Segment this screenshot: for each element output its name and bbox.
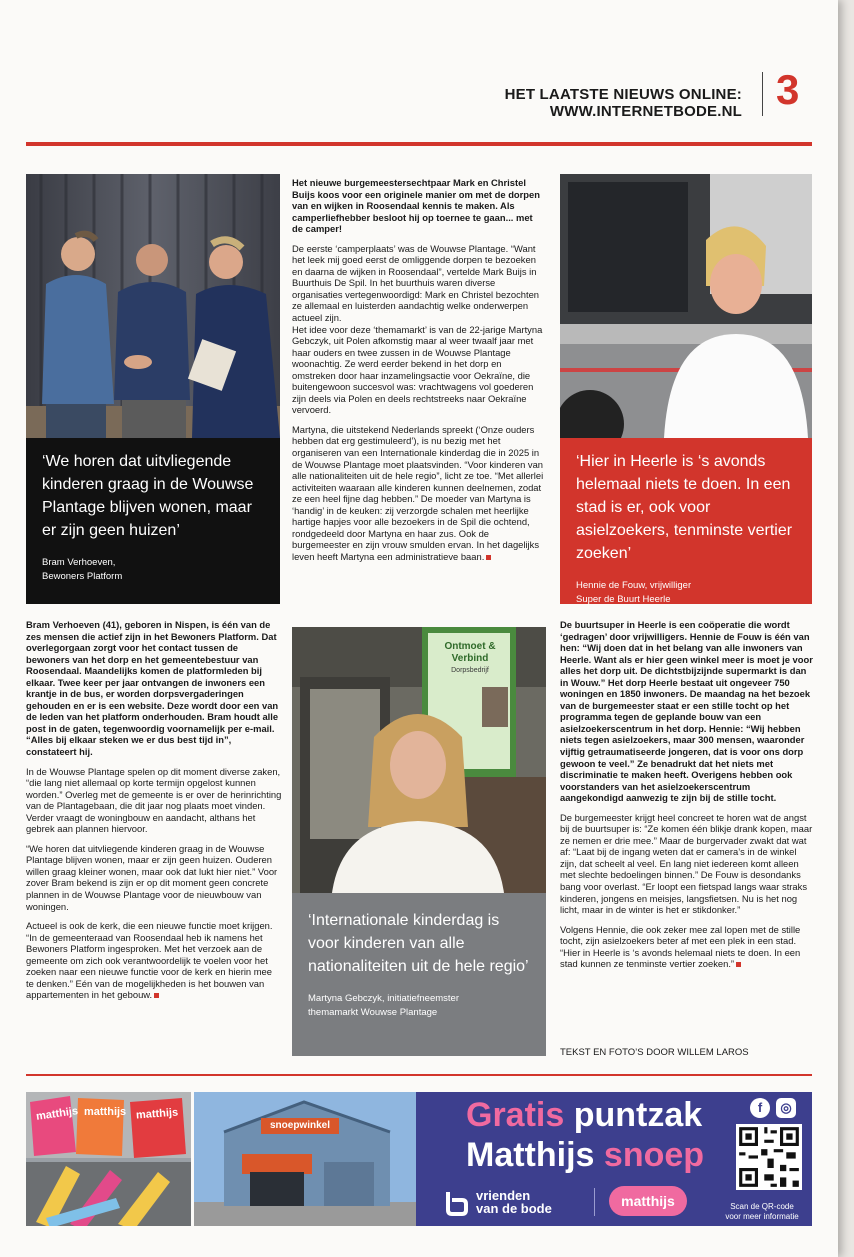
ad-title-line2 (466, 1136, 704, 1175)
article-left-p4: Actueel is ook de kerk, die een nieuwe functie moet krijgen. “In de gemeenteraad van Roosendaal heb ik namens het Bewoners Platform ingesproken. Met het verzoek aan de gemeente om zich ook verantwoordelijk te voelen voor het zoeken naar een nieuwe functie voor de kerk en hierin mee te denken.” Eén van de mogelijkheden is het bouwen van appartementen in het gebouw. (26, 920, 273, 1001)
vrienden-line1: vrienden (476, 1188, 531, 1203)
article-left-p1: Bram Verhoeven (41), geboren in Nispen, is één van de zes mensen die actief zijn in het Bewoners Platform. Dat overlegorgaan zorgt voor het contact tussen de bewoners van het dorp en het gemeentebestuur van Roosendaal. Maandelijks komen de platformleden bij elkaar. Twee keer per jaar ontvangen de inwoners een krantje in de bus, er worden dorpsvergaderingen gehouden en er is een website. Deze wordt door een van de leden van het platform onderhouden. Bram houdt alle post in de gaten, tegenwoordig voornamelijk per e-mail. “Alles bij elkaar steken we er dus best tijd in”, constateert hij. (26, 619, 279, 758)
store-sign: snoepwinkel (261, 1118, 339, 1134)
quote-author-right-name: Hennie de Fouw, vrijwilliger (576, 580, 692, 591)
ad-title-matthijs: Matthijs (466, 1136, 595, 1174)
quote-text-left: ‘We horen dat uitvliegende kinderen graag in de Wouwse Plantage blijven wonen, maar er zijn geen huizen’ (42, 453, 254, 539)
poster-line1: Ontmoet & Verbind (444, 641, 496, 664)
end-mark-icon (736, 962, 741, 967)
advertisement[interactable] (26, 1092, 812, 1226)
article-middle-intro: Het nieuwe burgemeestersechtpaar Mark en Christel Buijs koos voor een originele manier om met de dorpen van en wijken in Roosendaal kennis te maken. Als camperliefhebber besloot hij op toernee te gaan... met de camper! (292, 177, 540, 235)
quote-box-middle (292, 893, 546, 1056)
article-right-p2: De burgemeester krijgt heel concreet te horen wat de angst bij de buurtsuper is: “Ze komen één blikje drank kopen, maar ze nemen er drie mee.” Maar de burgervader zwakt dat wat af: “Laat bij de ingang weten dat er camera’s in de winkel zijn, dat scheelt al veel. En lang niet iedereen komt alleen met slechte bedoelingen binnen.” De Fouw is desondanks bang voor overlast. “Er loopt een fietspad langs waar straks kinderen, jongens en meisjes, langsfietsen. Nu is het nog licht, maar in de winter is het er stikdonker.” (560, 811, 813, 916)
article-middle-p3: Martyna, die uitstekend Nederlands spreekt (‘Onze ouders hebben dat erg gestimuleerd’), is nu bezig met het organiseren van een Internationale kinderdag die in 2025 in de Wouwse Plantage moet plaatsvinden. “Voor kinderen van alle nationaliteiten uit de hele regio”, licht ze toe. “Met allerlei activiteiten waaraan alle kinderen kunnen deelnemen, zodat ze een heel fijne dag hebben.” De moeder van Martyna is ‘handig’ in de keuken: zij verzorgde schalen met heerlijke hartige hapjes voor alle bezoekers in de Spil die ochtend, rondgedeeld door Martyna en haar zus. Ook de burgemeester en zijn vrouw smulden ervan. In het dagelijks leven heeft Martyna een administratieve baan. (292, 423, 544, 562)
photo-hennie (560, 174, 812, 438)
quote-text-right: ‘Hier in Heerle is ‘s avonds helemaal niets te doen. In een stad is er, ook voor asielzoekers, tenminste vertier zoeken’ (576, 453, 793, 562)
article-middle-column (292, 177, 546, 571)
ad-title-puntzak: puntzak (573, 1096, 703, 1134)
vrienden-van-de-bode (476, 1189, 552, 1215)
qr-code-icon[interactable] (736, 1124, 802, 1190)
article-left-p3: “We horen dat uitvliegende kinderen graag in de Wouwse Plantage blijven wonen, maar er zijn geen huizen. Ouderen willen graag kleiner wonen, maar ook dat lukt hier niet.” Voor zover Bram bekend is zijn er op dit moment geen concrete plannen in de Wouwse Plantage voor de nieuwbouw van woningen. (26, 842, 278, 912)
vrienden-line2: van de bode (476, 1201, 552, 1216)
vrienden-logo-icon (444, 1188, 470, 1216)
quote-author-left (42, 556, 264, 584)
quote-author-middle-name: Martyna Gebczyk, initiatiefneemster (308, 993, 460, 1004)
poster-line2: Dorpsbedrijf (451, 667, 489, 674)
ad-banner[interactable] (416, 1092, 812, 1226)
ad-title-snoep: snoep (603, 1136, 705, 1174)
page-number: 3 (776, 66, 800, 113)
quote-author-right (576, 579, 796, 607)
store-photo-image (194, 1092, 416, 1226)
ad-divider (594, 1188, 595, 1216)
hennie-photo-image (560, 174, 812, 438)
quote-author-middle (308, 992, 530, 1020)
quote-author-right-org: Super de Buurt Heerle (576, 594, 671, 605)
matthijs-logo: matthijs (609, 1186, 687, 1216)
quote-author-middle-event: themamarkt Wouwse Plantage (308, 1007, 438, 1018)
article-right-p1: De buurtsuper in Heerle is een coöperatie die wordt ‘gedragen’ door vrijwilligers. Hennie de Fouw is één van hen: “Wij doen dat in het belang van alle inwoners van Heerle. Want als er hier geen winkel meer is moet je voor alles het dorp uit. De dichtstbijzijnde supermarkt is dan in Wouw.” Het dorp Heerle bestaat uit ongeveer 750 woningen en 1850 inwoners. De maandag na het bezoek van de burgemeester staat er een stille tocht op het programma tegen de geplande bouw van een asielzoekerscentrum in het dorp. Hennie: “Wij hebben niets tegen asielzoekers, maar 300 mensen, waaronder vijftig getraumatiseerde jongeren, dat is voor ons dorp gewoon te veel.” Ze benadrukt dat het niets met discriminatie te maken heeft. Overigens hebben ook voorstanders van het asielzoekerscentrum aangekondigd aanwezig te zijn bij de stille tocht. (560, 619, 813, 804)
article-middle-p2: Het idee voor deze ‘themamarkt’ is van de 22-jarige Martyna Gebczyk, uit Polen afkomstig maar al weer twaalf jaar met haar ouders en twee zussen in de Wouwse Plantage woonachtig. Ze werd eerder bekend in het dorp en omstreken door haar inzamelingsactie voor Oekraïne, die buitengewoon succesvol was: vrachtwagens vol goederen zijn deels via Polen en deels rechtstreeks naar Oekraïne vervoerd. (292, 323, 543, 416)
ad-title-line1 (466, 1096, 702, 1135)
header-divider (762, 72, 763, 116)
ad-title-gratis: Gratis (466, 1096, 565, 1134)
bottom-rule (26, 1074, 812, 1076)
poster-text (432, 641, 508, 677)
scan-qr-caption (720, 1202, 804, 1222)
scan-line2: voor meer informatie (725, 1212, 799, 1221)
quote-text-middle: ‘Internationale kinderdag is voor kinderen van alle nationaliteiten uit de hele regio’ (308, 912, 529, 975)
top-rule (26, 142, 812, 146)
instagram-icon[interactable]: ◎ (776, 1098, 796, 1118)
end-mark-icon (486, 555, 491, 560)
photo-handshake (26, 174, 280, 438)
quote-author-left-name: Bram Verhoeven, (42, 557, 116, 568)
quote-author-left-org: Bewoners Platform (42, 571, 123, 582)
handshake-photo-image (26, 174, 280, 438)
candy-label-3: matthijs (135, 1106, 179, 1122)
quote-box-right (560, 438, 812, 604)
header-url: HET LAATSTE NIEUWS ONLINE: WWW.INTERNETBODE.NL (504, 86, 742, 120)
article-middle-p1: De eerste ‘camperplaats’ was de Wouwse Plantage. “Want het leek mij goed eerst de omliggende dorpen te bezoeken en daarna de wijken in Roosendaal”, vertelde Mark Buijs in Buurthuis De Spil. In het buurthuis waren diverse organisaties vertegenwoordigd: Mark en Christel bezochten ze allemaal en luisterden aandachtig welke onderwerpen actueel zijn. (292, 242, 540, 324)
candy-label-1: matthijs (35, 1105, 79, 1123)
article-right-column (560, 619, 814, 978)
article-left-column (26, 619, 282, 1009)
scan-line1: Scan de QR-code (730, 1202, 794, 1211)
quote-box-left (26, 438, 280, 604)
photo-martyna (292, 627, 546, 893)
candy-label-2: matthijs (84, 1106, 127, 1118)
end-mark-icon (154, 993, 159, 998)
photo-credit: TEKST EN FOTO’S DOOR WILLEM LAROS (560, 1047, 749, 1058)
facebook-icon[interactable]: f (750, 1098, 770, 1118)
article-left-p2: In de Wouwse Plantage spelen op dit moment diverse zaken, “die lang niet allemaal op korte termijn opgelost kunnen worden.” Overleg met de gemeente is er over de herinrichting van de Plantagebaan, die dit jaar nog plaats moet vinden. Verder vraagt de woningbouw en aandacht, althans het gebrek aan plannen hiervoor. (26, 765, 282, 835)
article-right-p3: Volgens Hennie, die ook zeker mee zal lopen met de stille tocht, zijn asielzoekers beter af met een plek in een stad. “Hier in Heerle is ‘s avonds helemaal niets te doen. In een stad kunnen ze tenminste vertier zoeken.” (560, 923, 801, 970)
